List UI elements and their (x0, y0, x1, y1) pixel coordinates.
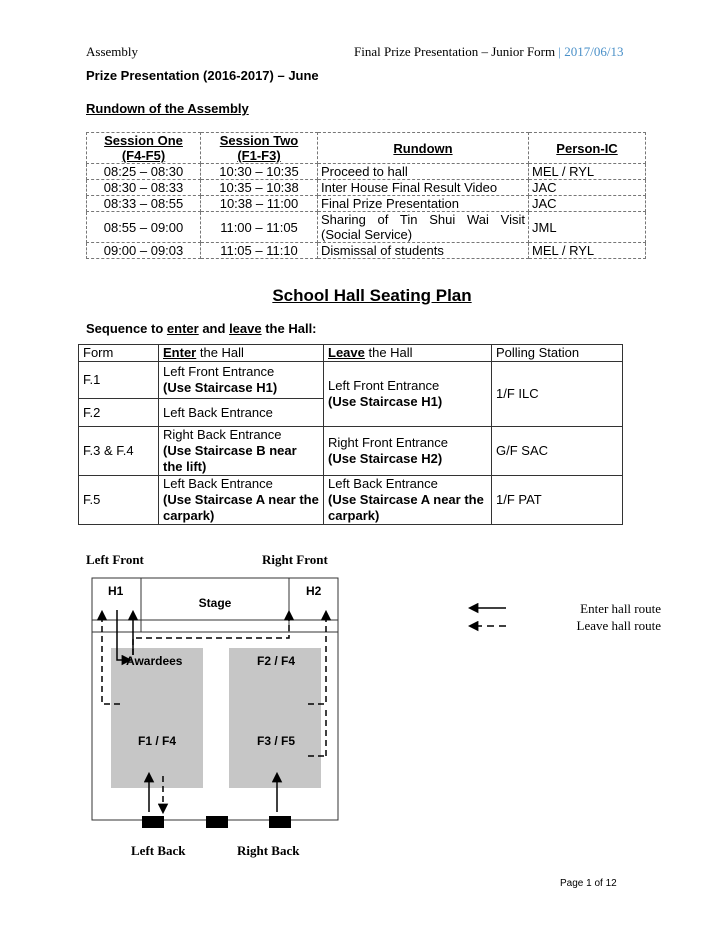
right-back-door (269, 816, 291, 828)
left-back-door (142, 816, 164, 828)
col-leave: Leave the Hall (324, 345, 492, 362)
table-row: F.1 Left Front Entrance (Use Staircase H1) Left Front Entrance (Use Staircase H1) 1/F ILC (79, 362, 623, 399)
table-row: F.3 & F.4 Right Back Entrance (Use Staircase B near the lift) Right Front Entrance (Use Staircase H2) G/F SAC (79, 427, 623, 476)
awardees-label: Awardees (126, 654, 183, 668)
stage-label: Stage (198, 596, 232, 610)
left-back-label: Left Back (131, 843, 186, 858)
table-row: F.5 Left Back Entrance (Use Staircase A near the carpark) Left Back Entrance (Use Staircase A near the carpark) 1/F PAT (79, 476, 623, 525)
table-row: F.2 Left Back Entrance (79, 399, 623, 427)
col-session-one: Session One (F4-F5) (87, 133, 201, 164)
page-number: Page 1 of 12 (560, 878, 617, 889)
col-session-two: Session Two (F1-F3) (201, 133, 318, 164)
seating-title: School Hall Seating Plan (272, 286, 472, 305)
col-person-ic: Person-IC (529, 133, 646, 164)
right-front-label: Right Front (262, 552, 328, 567)
right-back-label: Right Back (237, 843, 300, 858)
col-enter: Enter the Hall (159, 345, 324, 362)
table-row: 08:25 – 08:30 10:30 – 10:35 Proceed to hall MEL / RYL (87, 164, 646, 180)
header-left: Assembly (86, 44, 138, 59)
h2-label: H2 (306, 584, 322, 598)
header-title: Final Prize Presentation – Junior Form (354, 44, 556, 59)
col-form: Form (79, 345, 159, 362)
right-seating-block (229, 648, 321, 788)
table-row: 09:00 – 09:03 11:05 – 11:10 Dismissal of students MEL / RYL (87, 243, 646, 259)
f1-f4-label: F1 / F4 (138, 734, 177, 748)
sequence-heading: Sequence to enter and leave the Hall: (86, 321, 317, 336)
f2-f4-label: F2 / F4 (257, 654, 296, 668)
rundown-heading: Rundown of the Assembly (86, 101, 249, 116)
f3-f5-label: F3 / F5 (257, 734, 296, 748)
col-rundown: Rundown (318, 133, 529, 164)
table-row: 08:55 – 09:00 11:00 – 11:05 Sharing of Tin Shui Wai Visit (Social Service) JML (87, 212, 646, 243)
h1-label: H1 (108, 584, 124, 598)
middle-back-door (206, 816, 228, 828)
legend-leave-text: Leave hall route (576, 618, 661, 633)
document-title: Prize Presentation (2016-2017) – June (86, 68, 319, 83)
header-date: 2017/06/13 (564, 44, 624, 59)
left-front-label: Left Front (86, 552, 144, 567)
table-row: 08:33 – 08:55 10:38 – 11:00 Final Prize Presentation JAC (87, 196, 646, 212)
left-seating-block (111, 648, 203, 788)
header-separator: | (558, 44, 561, 59)
table-row: 08:30 – 08:33 10:35 – 10:38 Inter House Final Result Video JAC (87, 180, 646, 196)
col-polling: Polling Station (492, 345, 623, 362)
legend-enter-text: Enter hall route (580, 601, 661, 616)
